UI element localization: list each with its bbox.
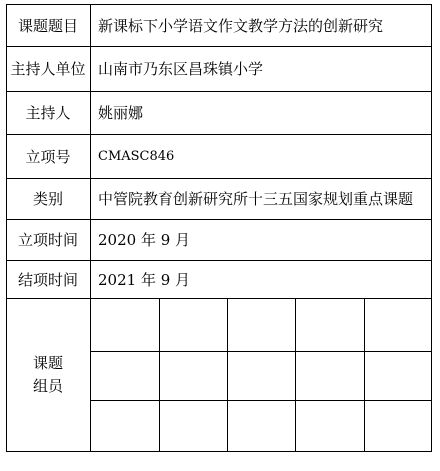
label-column-divider [90,4,91,452]
row-divider [6,298,432,299]
members-grid-line [90,400,432,401]
end-date-label: 结项时间 [17,270,78,289]
category-value: 中管院教育创新研究所十三五国家规划重点课题 [98,190,414,208]
member-cell [90,351,159,400]
member-cell [90,400,159,452]
member-cell [295,400,364,452]
project-number-label: 立项号 [25,147,71,166]
member-cell [227,351,295,400]
member-cell [227,298,295,351]
member-cell [364,351,432,400]
row-divider [6,91,432,92]
members-grid-line [295,298,296,452]
member-cell [295,298,364,351]
table-border-right [431,4,432,452]
row-host-unit [6,46,432,91]
start-date-value: 2020 年 9 月 [98,231,191,249]
row-divider [6,46,432,47]
members-grid-line [364,298,365,452]
table-border-bottom [6,451,432,452]
host-unit-value: 山南市乃东区昌珠镇小学 [98,60,264,78]
members-grid-line [227,298,228,452]
member-cell [159,351,227,400]
row-divider [6,219,432,220]
host-label: 主持人 [25,104,71,122]
members-label-line1: 课题 [32,354,63,372]
category-label: 类别 [32,190,63,208]
row-category [6,178,432,219]
row-project-number [6,134,432,178]
members-grid-line [90,351,432,352]
row-start-date [6,219,432,260]
table-border-top [6,4,432,5]
project-info-table [6,4,432,452]
start-date-label: 立项时间 [17,231,78,249]
members-label-line2: 组员 [32,377,63,395]
member-cell [364,298,432,351]
member-cell [295,351,364,400]
members-label [6,298,90,452]
member-cell [159,400,227,452]
row-topic [6,4,432,46]
member-cell [227,400,295,452]
member-cell [364,400,432,452]
members-grid-line [159,298,160,452]
topic-value: 新课标下小学语文作文教学方法的创新研究 [98,16,384,35]
row-host [6,91,432,134]
host-value: 姚丽娜 [98,104,144,122]
member-cell [90,298,159,351]
row-divider [6,134,432,135]
topic-label: 课题题目 [17,16,78,35]
row-end-date [6,260,432,298]
member-cell [159,298,227,351]
project-number-value: CMASC846 [98,148,175,164]
row-divider [6,260,432,261]
table-border-left [6,4,7,452]
row-divider [6,178,432,179]
host-unit-label: 主持人单位 [10,60,86,78]
end-date-value: 2021 年 9 月 [98,270,191,289]
